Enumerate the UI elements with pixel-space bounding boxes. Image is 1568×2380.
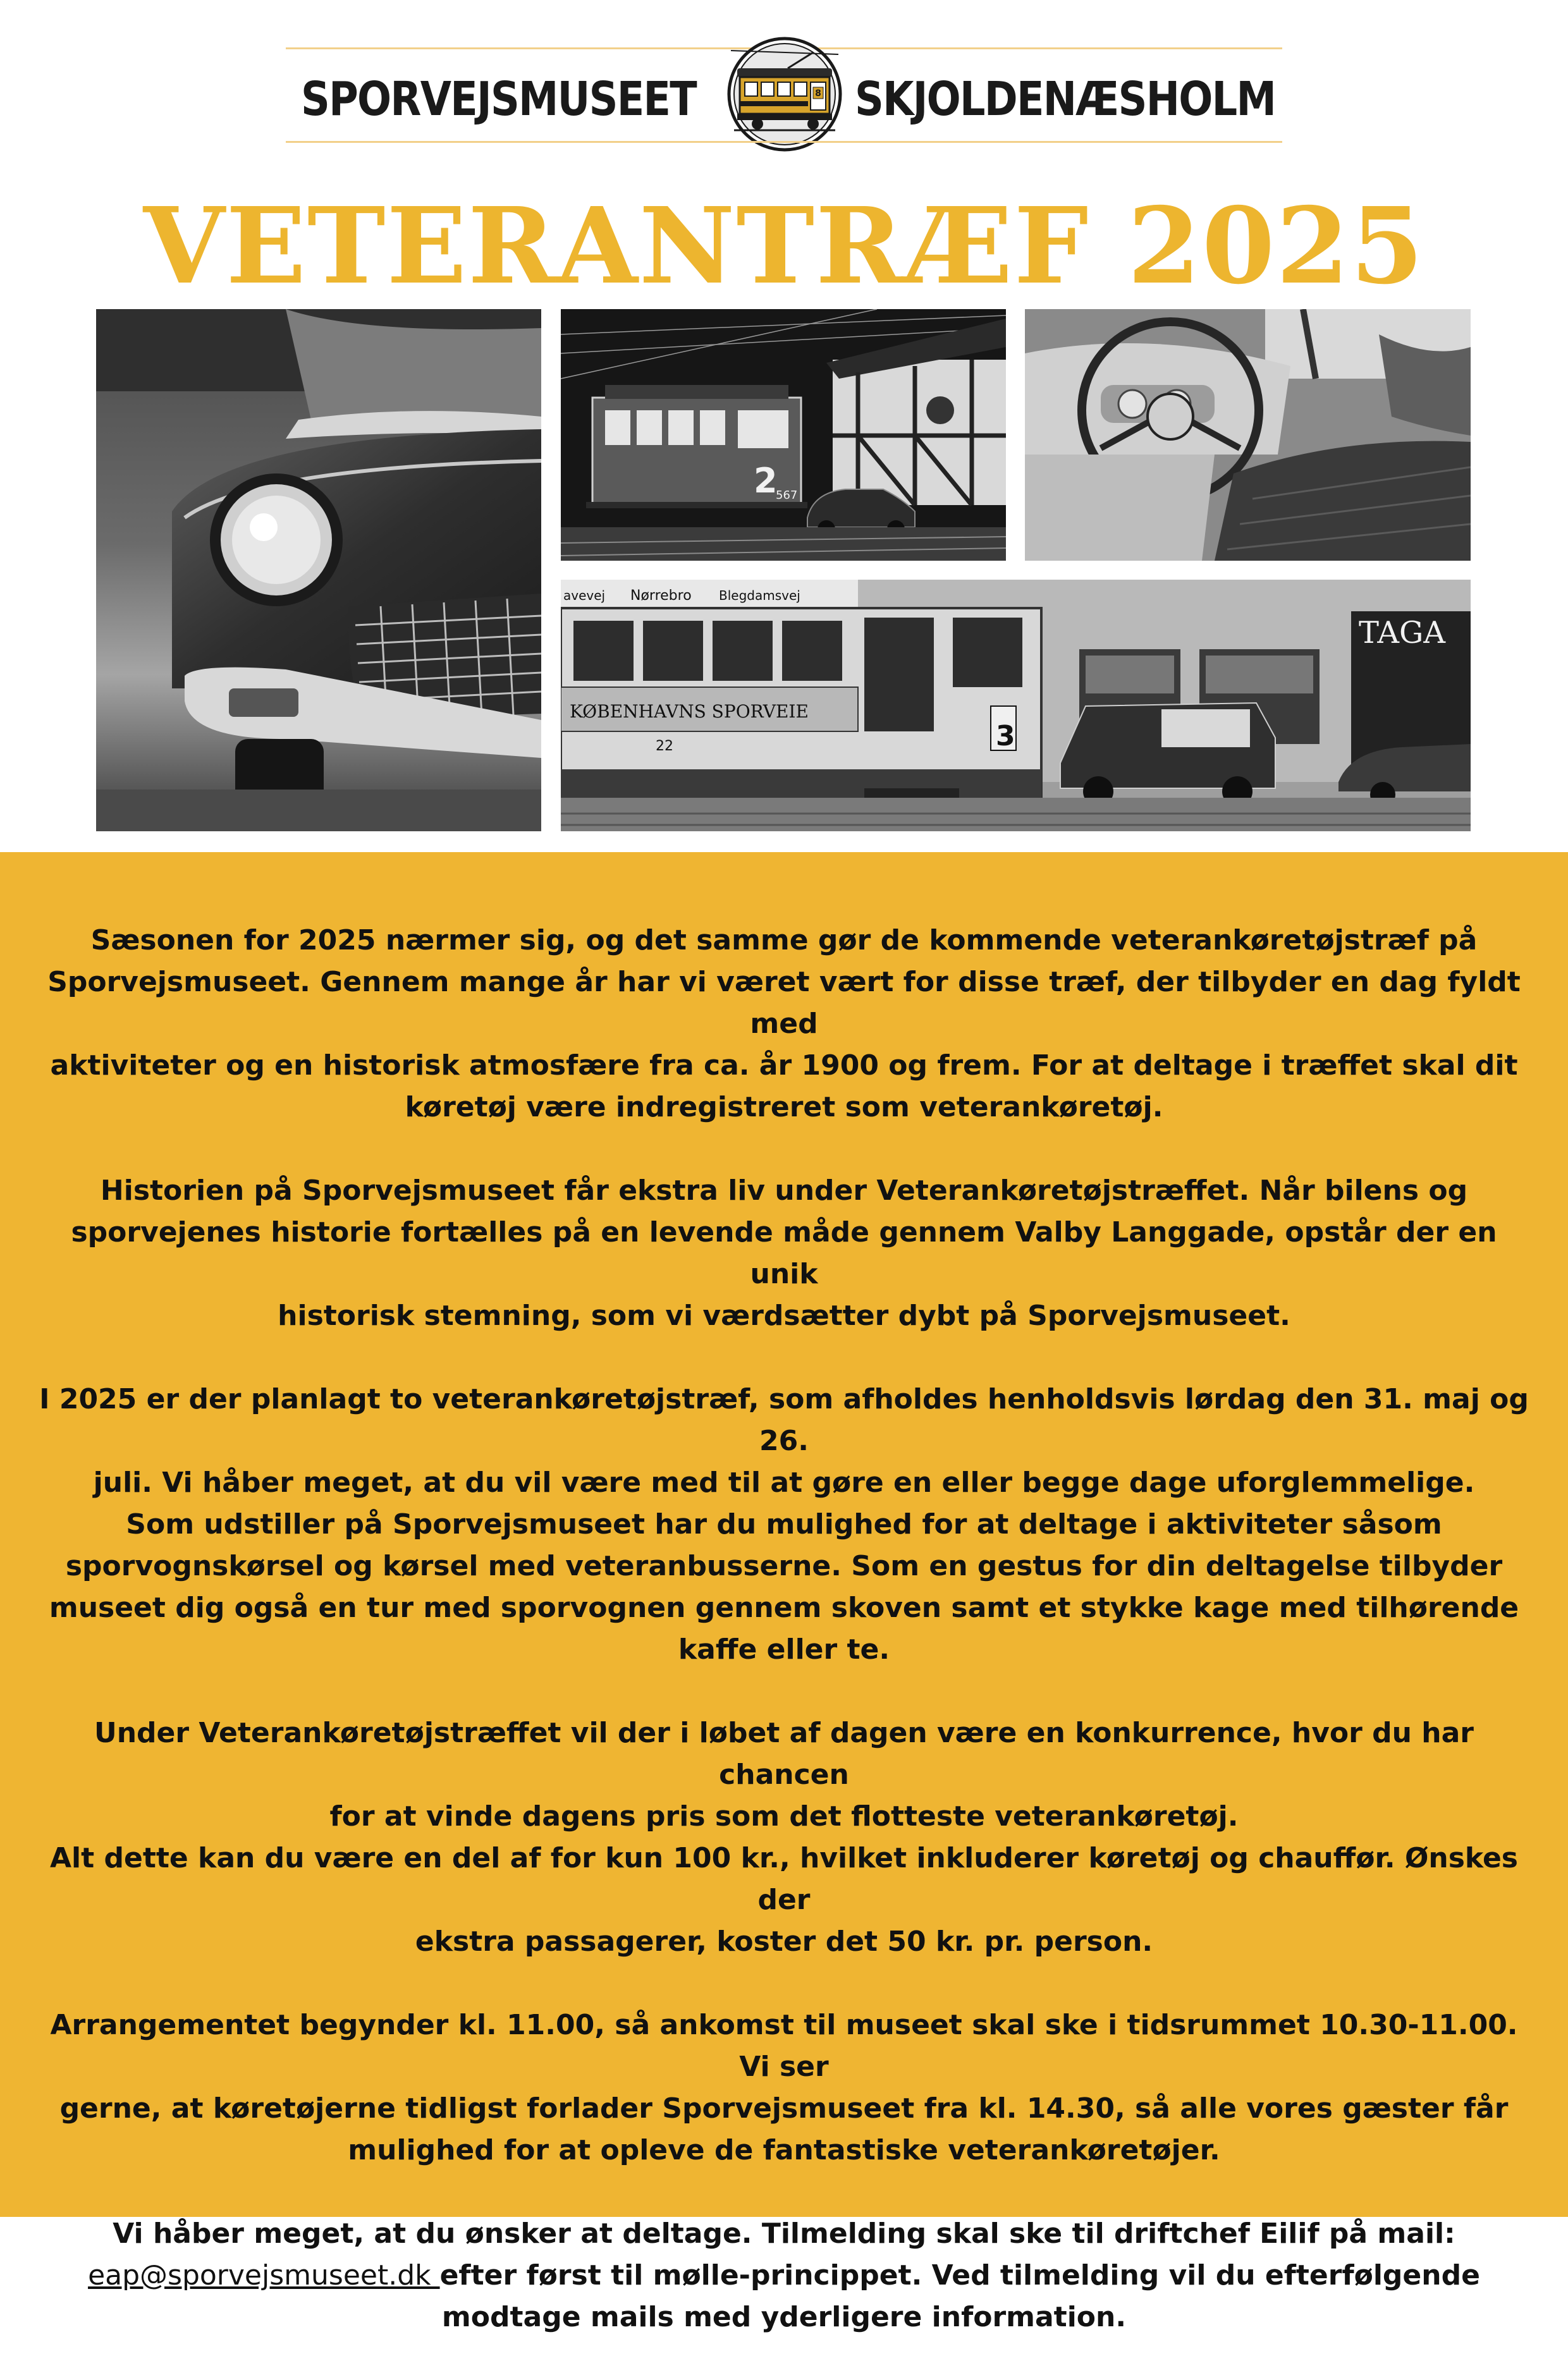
text-line: modtage mails med yderligere information.: [441, 2301, 1127, 2333]
event-headline: VETERANTRÆF 2025: [143, 185, 1425, 308]
text-line: juli. Vi håber meget, at du vil være med til at gøre en eller begge dage uforglemmelige.: [93, 1467, 1475, 1499]
paragraph-dates-activities: [35, 1379, 1533, 1671]
text-line: sporvognskørsel og kørsel med veteranbusserne. Som en gestus for din deltagelse tilbyder: [65, 1550, 1503, 1582]
text-line: sporvejenes historie fortælles på en levende måde gennem Valby Langgade, opstår der en unik: [71, 1216, 1497, 1290]
text-line: Historien på Sporvejsmuseet får ekstra liv under Veterankøretøjstræffet. Når bilens og: [100, 1175, 1468, 1207]
text-line: Sporvejsmuseet. Gennem mange år har vi været vært for disse træf, der tilbyder en dag fyldt med: [47, 966, 1521, 1040]
text-line: I 2025 er der planlagt to veterankøretøjstræf, som afholdes henholdsvis lørdag den 31. maj og 26.: [39, 1383, 1529, 1457]
text-line: ekstra passagerer, koster det 50 kr. pr. person.: [415, 1925, 1153, 1958]
destination-sign-2: Nørrebro: [630, 588, 692, 604]
paragraph-registration: [35, 2213, 1533, 2338]
text-line: Under Veterankøretøjstræffet vil der i løbet af dagen være en konkurrence, hvor du har chancen: [94, 1717, 1474, 1791]
museum-logo: [718, 35, 851, 153]
tram-car-number-night: 567: [776, 489, 798, 502]
photo-classic-car-front: [96, 309, 541, 831]
paragraph-season-intro: [35, 920, 1533, 1128]
logo-tram-number: 8: [815, 88, 821, 99]
text-line: Som udstiller på Sporvejsmuseet har du mulighed for at deltage i aktiviteter såsom: [126, 1508, 1442, 1541]
text-line: Sæsonen for 2025 nærmer sig, og det samme gør de kommende veterankøretøjstræf på: [90, 924, 1478, 956]
contact-email-link[interactable]: eap@sporvejsmuseet.dk: [88, 2259, 440, 2292]
text-line: mulighed for at opleve de fantastiske veterankøretøjer.: [348, 2134, 1220, 2166]
paragraph-schedule: [35, 2005, 1533, 2171]
tram-company-name: KØBENHAVNS SPORVEIE: [570, 701, 809, 722]
paragraph-history: [35, 1170, 1533, 1337]
text-line: historisk stemning, som vi værdsætter dybt på Sporvejsmuseet.: [278, 1300, 1290, 1332]
shop-sign-text: TAGA: [1359, 615, 1446, 650]
tram-line-number-night: 2: [754, 461, 778, 501]
photo-tram-night-depot: [561, 309, 1006, 561]
tram-line-number: 3: [996, 720, 1015, 752]
text-line: aktiviteter og en historisk atmosfære fra ca. år 1900 og frem. For at deltage i træffet skal dit: [50, 1049, 1518, 1082]
event-description: [35, 920, 1533, 2380]
text-line: gerne, at køretøjerne tidligst forlader Sporvejsmuseet fra kl. 14.30, så alle vores gæster får: [59, 2092, 1509, 2125]
text-line: for at vinde dagens pris som det flotteste veterankøretøj.: [329, 1800, 1239, 1833]
text-line: Alt dette kan du være en del af for kun 100 kr., hvilket inkluderer køretøj og chauffør. Ønskes der: [50, 1842, 1518, 1916]
photo-tram-line-3-street: [561, 580, 1471, 831]
destination-sign-1: avevej: [563, 588, 606, 603]
paragraph-competition-price: [35, 1712, 1533, 1963]
text-line: køretøj være indregistreret som veterankøretøj.: [405, 1091, 1163, 1123]
text-line: Arrangementet begynder kl. 11.00, så ankomst til museet skal ske i tidsrummet 10.30-11.00. Vi ser: [50, 2009, 1518, 2083]
text-line: Vi håber meget, at du ønsker at deltage. Tilmelding skal ske til driftchef Eilif på mail:: [113, 2218, 1455, 2250]
brand-name-right: SKJOLDENÆSHOLM: [855, 72, 1276, 126]
text-line: [35, 2255, 1533, 2297]
text-line: kaffe eller te.: [678, 1633, 890, 1666]
photo-car-interior: [1025, 309, 1471, 561]
tram-car-number: 22: [656, 738, 673, 754]
destination-sign-3: Blegdamsvej: [719, 588, 800, 603]
text-fragment: efter først til mølle-princippet. Ved tilmelding vil du efterfølgende: [439, 2259, 1480, 2292]
header-rule-bottom: [286, 141, 1282, 143]
text-line: museet dig også en tur med sporvognen gennem skoven samt et stykke kage med tilhørende: [49, 1592, 1519, 1624]
brand-name-left: SPORVEJSMUSEET: [301, 72, 696, 126]
